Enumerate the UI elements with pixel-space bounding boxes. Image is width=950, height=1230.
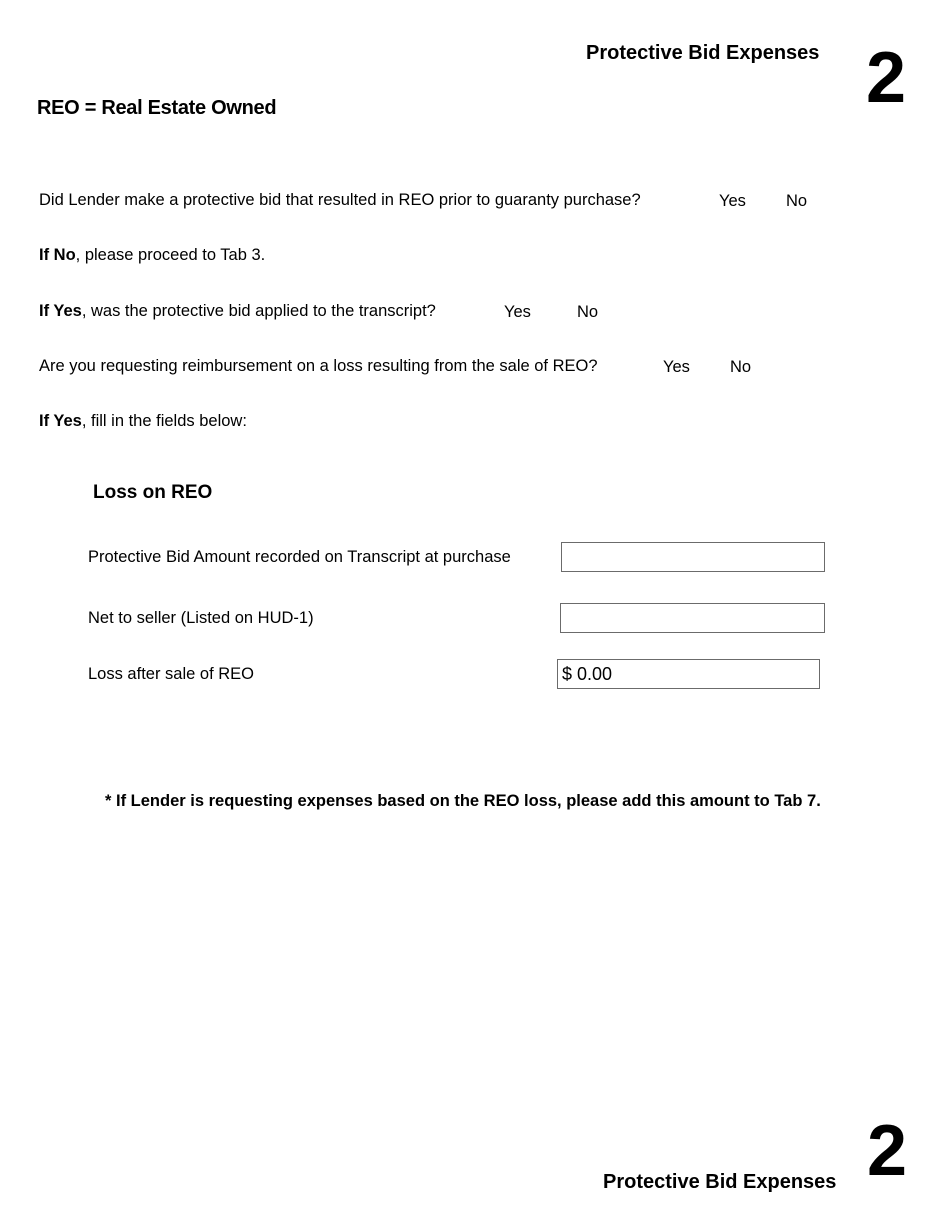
net-to-seller-field[interactable] — [560, 603, 825, 633]
protective-bid-amount-label: Protective Bid Amount recorded on Transcript at purchase — [88, 548, 511, 566]
q1-no-option[interactable]: No — [786, 192, 808, 210]
reo-definition: REO = Real Estate Owned — [37, 97, 277, 119]
q3-yes-option[interactable]: Yes — [663, 358, 690, 376]
if-no-instruction — [39, 246, 265, 265]
q3-no-option[interactable]: No — [730, 358, 752, 376]
loss-section-title: Loss on REO — [93, 482, 213, 503]
if-no-rest: , please proceed to Tab 3. — [75, 246, 266, 264]
q1-yes-option[interactable]: Yes — [719, 192, 746, 210]
if-no-lead: If No — [39, 246, 76, 264]
question-reimbursement: Are you requesting reimbursement on a loss resulting from the sale of REO? — [39, 357, 598, 375]
if-yes-lead: If Yes — [39, 412, 82, 430]
loss-after-sale-label: Loss after sale of REO — [88, 665, 254, 683]
question-protective-bid: Did Lender make a protective bid that resulted in REO prior to guaranty purchase? — [39, 191, 641, 209]
loss-after-sale-field[interactable]: $ 0.00 — [557, 659, 820, 689]
net-to-seller-label: Net to seller (Listed on HUD-1) — [88, 609, 314, 627]
header-title: Protective Bid Expenses — [586, 42, 820, 64]
q2-rest: , was the protective bid applied to the transcript? — [81, 302, 436, 320]
footer-tab-number: 2 — [867, 1111, 908, 1191]
q2-yes-option[interactable]: Yes — [504, 303, 531, 321]
if-yes-instruction — [39, 412, 247, 431]
if-yes-rest: , fill in the fields below: — [81, 412, 247, 430]
protective-bid-amount-field[interactable] — [561, 542, 825, 572]
header-tab-number: 2 — [866, 38, 907, 118]
tab7-note: * If Lender is requesting expenses based on the REO loss, please add this amount to Tab 7. — [105, 792, 821, 810]
footer-title: Protective Bid Expenses — [603, 1171, 837, 1193]
question-bid-applied — [39, 302, 436, 321]
q2-no-option[interactable]: No — [577, 303, 599, 321]
q2-lead: If Yes — [39, 302, 82, 320]
